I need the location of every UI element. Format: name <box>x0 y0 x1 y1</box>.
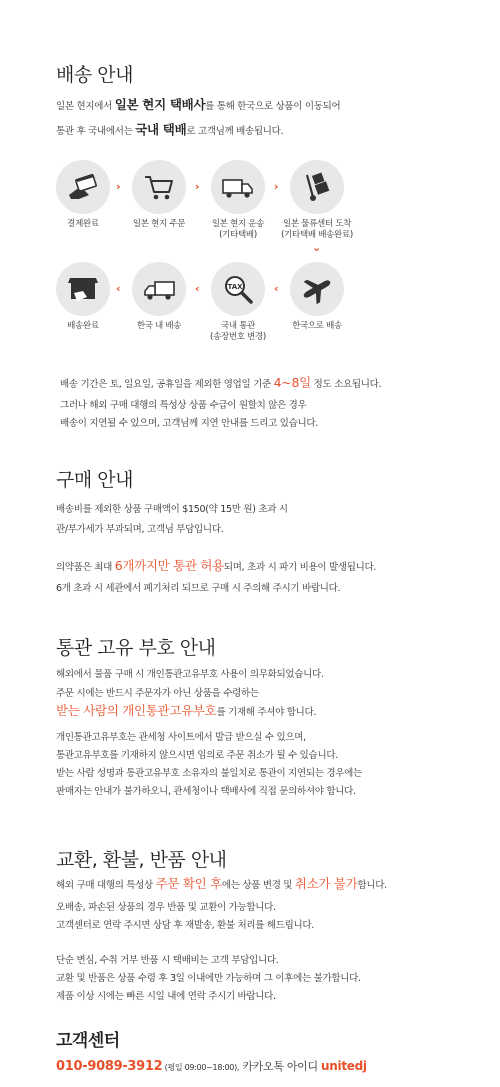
purchase-medicine-note: 의약품은 최대 6개까지만 통관 허용되며, 초과 시 파기 비용이 발생됩니다. <box>56 558 377 573</box>
step-label: 한국으로 배송 <box>292 321 342 331</box>
step-delivered <box>56 262 110 316</box>
purchase-line2: 관/부가세가 부과되며, 고객님 부담입니다. <box>56 524 224 535</box>
chevron-left-icon: ‹ <box>195 282 200 295</box>
cs-phone[interactable]: 010-9089-3912 <box>56 1059 163 1074</box>
svg-text:TAX: TAX <box>227 283 243 291</box>
delivery-truck-icon <box>141 271 177 307</box>
chevron-down-icon: ⌄ <box>312 241 322 254</box>
step-japan-order <box>132 160 186 214</box>
chevron-left-icon: ‹ <box>274 282 279 295</box>
cs-kakao-id[interactable]: unitedj <box>321 1059 367 1073</box>
shopping-cart-icon <box>141 169 177 205</box>
cs-contact-line: 010-9089-3912 (평일 09:00~18:00), 카카오톡 아이디 unitedj <box>56 1059 367 1074</box>
step-label: 일본 현지 주문 <box>132 219 186 229</box>
step-ship-to-korea <box>290 262 344 316</box>
chevron-right-icon: › <box>274 180 279 193</box>
chevron-right-icon: › <box>116 180 121 193</box>
shipping-note-line3: 배송이 지연될 수 있으며, 고객님께 지연 안내를 드리고 있습니다. <box>60 418 319 429</box>
step-label: 일본 현지 운송 (기타택배) <box>211 219 265 240</box>
purchase-line4: 6개 초과 시 세관에서 폐기처리 되므로 구매 시 주의해 주시기 바랍니다. <box>56 583 341 594</box>
tax-magnifier-icon <box>220 271 256 307</box>
refund-line2: 오배송, 파손된 상품의 경우 반품 및 교환이 가능합니다. <box>56 902 276 913</box>
customs-line7: 판매자는 안내가 불가하오니, 관세청이나 택배사에 직접 문의하셔야 합니다. <box>56 786 356 797</box>
cs-title: 고객센터 <box>56 1031 120 1051</box>
customs-line3: 받는 사람의 개인통관고유부호를 기재해 주셔야 합니다. <box>56 703 317 718</box>
customs-line6: 받는 사람 성명과 통관고유부호 소유자의 불일치로 통관이 지연되는 경우에는 <box>56 768 362 779</box>
purchase-line1: 배송비를 제외한 상품 구매액이 $150(약 15만 원) 초과 시 <box>56 504 288 515</box>
shipping-intro-line1: 일본 현지에서 일본 현지 택배사를 통해 한국으로 상품이 이동되어 <box>56 97 341 112</box>
shipping-title: 배송 안내 <box>56 64 133 86</box>
customs-line4: 개인통관고유부호는 관세청 사이트에서 발급 받으실 수 있으며, <box>56 732 306 743</box>
step-label: 일본 물류센터 도착 (기타택배 배송완료) <box>281 219 353 240</box>
step-korea-delivery <box>132 262 186 316</box>
step-label: 한국 내 배송 <box>136 321 182 331</box>
customs-title: 통관 고유 부호 안내 <box>56 637 216 659</box>
step-customs <box>211 262 265 316</box>
chevron-left-icon: ‹ <box>116 282 121 295</box>
shipping-intro-line2: 통관 후 국내에서는 국내 택배로 고객님께 배송됩니다. <box>56 122 284 137</box>
hand-truck-icon <box>299 169 335 205</box>
refund-title: 교환, 환불, 반품 안내 <box>56 849 227 871</box>
customs-line5: 통관고유부호를 기재하지 않으시면 임의로 주문 취소가 될 수 있습니다. <box>56 750 338 761</box>
shipping-period-note: 배송 기간은 토, 일요일, 공휴일을 제외한 영업일 기준 4~8일 정도 소요됩니다. <box>60 375 382 390</box>
step-label: 배송완료 <box>67 321 99 331</box>
refund-line3: 고객센터로 연락 주시면 상담 후 재발송, 환불 처리를 해드립니다. <box>56 920 315 931</box>
step-card-payment <box>56 160 110 214</box>
purchase-title: 구매 안내 <box>56 469 133 491</box>
refund-line4: 단순 변심, 수취 거부 반품 시 택배비는 고객 부담입니다. <box>56 955 279 966</box>
step-japan-transport <box>211 160 265 214</box>
step-label: 국내 통관 (송장번호 변경) <box>210 321 266 342</box>
refund-line6: 제품 이상 시에는 빠른 시일 내에 연락 주시기 바랍니다. <box>56 991 276 1002</box>
refund-line5: 교환 및 반품은 상품 수령 후 3일 이내에만 가능하며 그 이후에는 불가합니다. <box>56 973 361 984</box>
customs-line2: 주문 시에는 반드시 주문자가 아닌 상품을 수령하는 <box>56 688 259 699</box>
step-japan-warehouse <box>290 160 344 214</box>
step-label: 결제완료 <box>67 219 99 229</box>
box-received-icon <box>65 271 101 307</box>
customs-line1: 해외에서 물품 구매 시 개인통관고유부호 사용이 의무화되었습니다. <box>56 669 324 680</box>
airplane-icon <box>299 271 335 307</box>
chevron-right-icon: › <box>195 180 200 193</box>
card-payment-icon <box>65 169 101 205</box>
delivery-truck-icon <box>220 169 256 205</box>
shipping-note-line2: 그러나 해외 구매 대행의 특성상 상품 수급이 원할치 않은 경우 <box>60 400 307 411</box>
refund-line1: 해외 구매 대행의 특성상 주문 확인 후에는 상품 변경 및 취소가 불가합니다. <box>56 876 387 891</box>
